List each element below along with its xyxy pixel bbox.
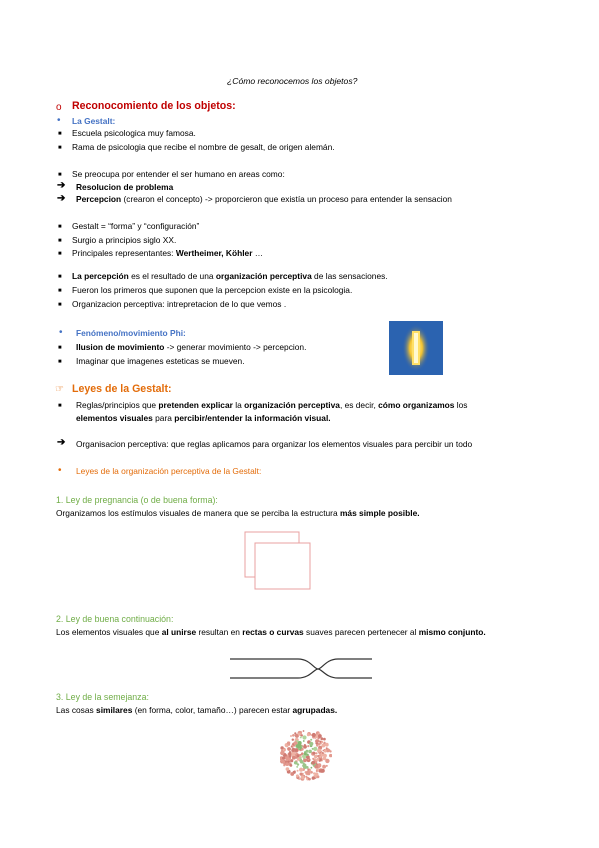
plate-dot bbox=[314, 765, 318, 769]
plate-dot bbox=[290, 764, 293, 767]
plate-dot bbox=[322, 752, 324, 754]
ley3-title: 3. Ley de la semejanza: bbox=[56, 692, 149, 702]
plate-dot bbox=[290, 759, 293, 762]
plate-dot bbox=[312, 748, 314, 750]
plate-dot bbox=[315, 739, 319, 743]
plate-dot bbox=[309, 742, 313, 746]
plate-dot bbox=[300, 773, 303, 776]
plate-dot bbox=[313, 747, 317, 751]
plate-dot bbox=[308, 751, 310, 753]
plate-dot bbox=[303, 745, 307, 749]
percepcion-item-3: Organizacion perceptiva: intrepretacion de lo que vemos . bbox=[72, 299, 287, 309]
square-bullet-icon: ■ bbox=[58, 131, 62, 137]
plate-dot bbox=[306, 771, 310, 775]
plate-dot bbox=[298, 778, 300, 780]
plate-dot bbox=[325, 743, 329, 747]
page-title: ¿Cómo reconocemos los objetos? bbox=[227, 76, 358, 86]
plate-dot bbox=[297, 770, 299, 772]
plate-dot bbox=[283, 764, 285, 766]
plate-dot bbox=[323, 742, 325, 744]
gestalt-item-1: Escuela psicologica muy famosa. bbox=[72, 128, 196, 138]
plate-dot bbox=[289, 755, 292, 758]
ley1-text: Organizamos los estímulos visuales de manera que se perciba la estructura más simple posible. bbox=[56, 508, 420, 518]
ley3-text: Las cosas similares (en forma, color, tamaño…) parecen estar agrupadas. bbox=[56, 705, 338, 715]
preocupa-text: Se preocupa por entender el ser humano en areas como: bbox=[72, 169, 285, 179]
plate-dot bbox=[316, 770, 318, 772]
plate-dot bbox=[318, 749, 322, 753]
plate-dot bbox=[287, 741, 290, 744]
plate-dot bbox=[312, 758, 314, 760]
plate-dot bbox=[295, 748, 299, 752]
plate-dot bbox=[298, 733, 301, 736]
plate-dot bbox=[288, 761, 290, 763]
plate-dot bbox=[296, 766, 298, 768]
square-bullet-icon: ■ bbox=[58, 403, 62, 409]
plate-dot bbox=[298, 748, 300, 750]
plate-dot bbox=[323, 738, 326, 741]
heading-reconocimiento: Reconocomiento de los objetos: bbox=[72, 100, 236, 112]
plate-dot bbox=[307, 745, 309, 747]
arrow-bullet-icon: ➔ bbox=[57, 437, 66, 448]
gestalt-item-2: Rama de psicologia que recibe el nombre de gesalt, de origen alemán. bbox=[72, 142, 335, 152]
square-bullet-icon: ■ bbox=[58, 145, 62, 151]
plate-dot bbox=[292, 739, 294, 741]
surgio-text: Surgio a principios siglo XX. bbox=[72, 235, 177, 245]
plate-dot bbox=[312, 776, 315, 779]
arrow-item-2: Percepcion (crearon el concepto) -> proporcieron que existía un proceso para entender la sensacion bbox=[76, 194, 452, 204]
plate-dot bbox=[297, 763, 299, 765]
plate-dot bbox=[311, 761, 315, 765]
gestalt-eq: Gestalt = “forma” y “configuración” bbox=[72, 221, 200, 231]
square-bullet-icon: ■ bbox=[58, 238, 62, 244]
plate-dot bbox=[311, 767, 313, 769]
ishihara-plate-figure bbox=[280, 729, 332, 781]
plate-dot bbox=[326, 765, 328, 767]
phi-item-1: Ilusion de movimiento -> generar movimiento -> percepcion. bbox=[76, 342, 307, 352]
plate-dot bbox=[281, 759, 285, 763]
dot-bullet-icon: • bbox=[58, 465, 62, 476]
plate-dot bbox=[318, 743, 321, 746]
phi-illusion-image bbox=[389, 321, 443, 375]
plate-dot bbox=[297, 754, 300, 757]
phi-label: Fenómeno/movimiento Phi: bbox=[76, 328, 186, 338]
plate-dot bbox=[315, 737, 317, 739]
plate-dot bbox=[329, 754, 332, 757]
dot-bullet-icon: • bbox=[57, 115, 61, 126]
ley2-title: 2. Ley de buena continuación: bbox=[56, 614, 174, 624]
leyes-heading: Leyes de la Gestalt: bbox=[72, 383, 172, 395]
plate-dot bbox=[307, 768, 309, 770]
dot-bullet-icon: • bbox=[59, 327, 63, 338]
arrow-bullet-icon: ➔ bbox=[57, 180, 66, 191]
plate-dot bbox=[291, 746, 293, 748]
plate-dot bbox=[286, 767, 290, 771]
plate-dot bbox=[292, 734, 294, 736]
square-bullet-icon: ■ bbox=[58, 288, 62, 294]
plate-dot bbox=[287, 747, 291, 751]
plate-dot bbox=[293, 757, 295, 759]
leyes-org-heading: Leyes de la organización perceptiva de la Gestalt: bbox=[76, 466, 262, 476]
leyes-text-line2: elementos visuales para percibir/entender la información visual. bbox=[76, 413, 331, 423]
square-bullet-icon: ■ bbox=[58, 224, 62, 230]
plate-dot bbox=[310, 739, 312, 741]
plate-dot bbox=[322, 765, 326, 769]
pointing-hand-icon: ☞ bbox=[55, 384, 64, 395]
square-bullet-icon: ■ bbox=[58, 251, 62, 257]
plate-dot bbox=[315, 752, 317, 754]
plate-dot bbox=[320, 737, 323, 740]
plate-dot bbox=[303, 758, 307, 762]
plate-dot bbox=[321, 769, 325, 773]
plate-dot bbox=[290, 735, 292, 737]
square-bullet-icon: ■ bbox=[58, 359, 62, 365]
plate-dot bbox=[318, 734, 322, 738]
plate-dot bbox=[299, 757, 301, 759]
organisacion-text: Organisacion perceptiva: que reglas aplicamos para organizar los elementos visuales para percibir un todo bbox=[76, 439, 473, 449]
plate-dot bbox=[301, 775, 305, 779]
continuacion-lines-figure bbox=[230, 656, 372, 682]
square-bullet-icon: ■ bbox=[58, 345, 62, 351]
plate-dot bbox=[325, 759, 329, 763]
plate-dot bbox=[296, 774, 299, 777]
plate-dot bbox=[285, 762, 289, 766]
plate-dot bbox=[300, 736, 302, 738]
square-bullet-icon: ■ bbox=[58, 172, 62, 178]
plate-dot bbox=[304, 752, 307, 755]
plate-dot bbox=[303, 730, 305, 732]
plate-dot bbox=[316, 759, 318, 761]
plate-dot bbox=[307, 733, 310, 736]
plate-dot bbox=[294, 761, 297, 764]
plate-dot bbox=[303, 764, 307, 768]
square-bullet-icon: ■ bbox=[58, 302, 62, 308]
plate-dot bbox=[302, 735, 306, 739]
ley1-title: 1. Ley de pregnancia (o de buena forma): bbox=[56, 495, 218, 505]
ley2-text: Los elementos visuales que al unirse resultan en rectas o curvas suaves parecen pertenecer al mismo conjunto. bbox=[56, 627, 486, 637]
representantes-text: Principales representantes: Wertheimer, Köhler … bbox=[72, 248, 264, 258]
plate-dot bbox=[305, 776, 307, 778]
plate-dot bbox=[326, 747, 328, 749]
phi-item-2: Imaginar que imagenes esteticas se mueven. bbox=[76, 356, 245, 366]
pregnancia-squares-figure bbox=[243, 530, 313, 592]
plate-dot bbox=[299, 768, 303, 772]
plate-dot bbox=[312, 733, 316, 737]
plate-dot bbox=[291, 752, 295, 756]
plate-dot bbox=[310, 771, 313, 774]
arrow-item-1: Resolucion de problema bbox=[76, 182, 174, 192]
plate-dot bbox=[319, 756, 321, 758]
plate-dot bbox=[282, 749, 284, 751]
plate-dot bbox=[312, 752, 315, 755]
plate-dot bbox=[303, 740, 305, 742]
leyes-text-line1: Reglas/principios que pretenden explicar la organización perceptiva, es decir, cómo organizamos los bbox=[76, 400, 468, 410]
plate-dot bbox=[307, 754, 309, 756]
plate-dot bbox=[280, 751, 284, 755]
percepcion-item-1: La percepción es el resultado de una organización perceptiva de las sensaciones. bbox=[72, 271, 388, 281]
heading1-bullet: o bbox=[56, 102, 62, 113]
arrow-bullet-icon: ➔ bbox=[57, 193, 66, 204]
percepcion-item-2: Fueron los primeros que suponen que la percepcion existe en la psicologia. bbox=[72, 285, 353, 295]
plate-dot bbox=[324, 750, 327, 753]
gestalt-label: La Gestalt: bbox=[72, 116, 116, 126]
plate-dot bbox=[319, 741, 321, 743]
plate-dot bbox=[308, 778, 311, 781]
plate-dot bbox=[290, 772, 294, 776]
square-bullet-icon: ■ bbox=[58, 274, 62, 280]
plate-dot bbox=[329, 750, 331, 752]
plate-dot bbox=[297, 743, 301, 747]
